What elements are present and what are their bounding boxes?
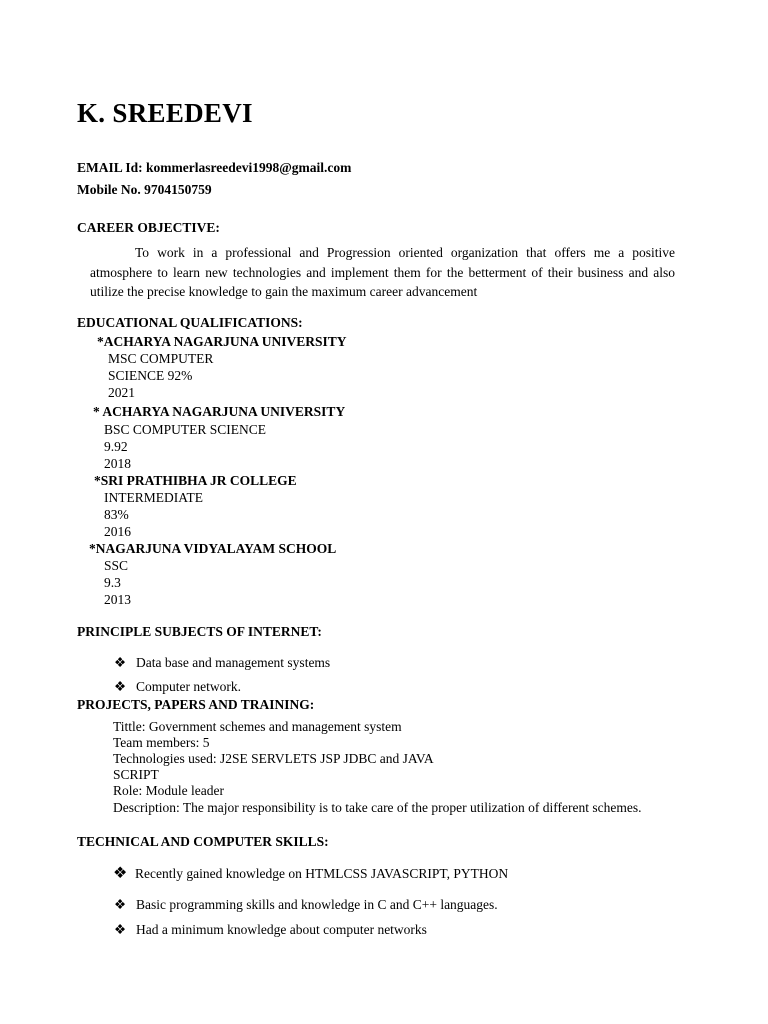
list-item-text: Computer network. bbox=[136, 679, 241, 694]
project-detail: Tittle: Government schemes and management system bbox=[113, 719, 402, 734]
education-institution: *ACHARYA NAGARJUNA UNIVERSITY bbox=[97, 334, 347, 349]
education-year: 2013 bbox=[104, 592, 131, 607]
education-detail: BSC COMPUTER SCIENCE bbox=[104, 422, 267, 437]
diamond-bullet-icon: ❖ bbox=[114, 679, 127, 694]
diamond-bullet-icon: ❖ bbox=[114, 655, 127, 670]
diamond-bullet-icon: ❖ bbox=[114, 922, 127, 937]
education-institution: * ACHARYA NAGARJUNA UNIVERSITY bbox=[93, 404, 346, 419]
education-heading: EDUCATIONAL QUALIFICATIONS: bbox=[77, 315, 303, 330]
diamond-bullet-icon: ❖ bbox=[114, 897, 127, 912]
candidate-name: K. SREEDEVI bbox=[77, 98, 253, 128]
education-detail: SSC bbox=[104, 558, 129, 573]
career-objective-body: To work in a professional and Progression oriented organization that offers me a positive atmosphere to learn new technologies and implement them for the betterment of their business and also utilize the precise knowledge to gain the maximum career advancement bbox=[90, 245, 675, 299]
career-objective-heading: CAREER OBJECTIVE: bbox=[77, 220, 220, 235]
education-detail: 83% bbox=[104, 507, 129, 522]
email-line: EMAIL Id: kommerlasreedevi1998@gmail.com bbox=[77, 160, 352, 175]
education-detail: INTERMEDIATE bbox=[104, 490, 203, 505]
education-institution: *SRI PRATHIBHA JR COLLEGE bbox=[94, 473, 297, 488]
education-detail: 9.92 bbox=[104, 439, 128, 454]
education-year: 2021 bbox=[108, 385, 135, 400]
education-institution: *NAGARJUNA VIDYALAYAM SCHOOL bbox=[89, 541, 337, 556]
education-year: 2018 bbox=[104, 456, 131, 471]
list-item-text: Basic programming skills and knowledge in C and C++ languages. bbox=[136, 897, 498, 912]
career-objective-text bbox=[90, 243, 675, 302]
education-detail: SCIENCE 92% bbox=[108, 368, 193, 383]
education-detail: MSC COMPUTER bbox=[108, 351, 214, 366]
project-detail: Technologies used: J2SE SERVLETS JSP JDBC and JAVA bbox=[113, 751, 434, 766]
project-detail: SCRIPT bbox=[113, 767, 159, 782]
list-item bbox=[113, 863, 508, 883]
diamond-bullet-icon: ❖ bbox=[113, 865, 128, 882]
list-item-text: Recently gained knowledge on HTMLCSS JAVASCRIPT, PYTHON bbox=[135, 866, 509, 881]
list-item-text: Data base and management systems bbox=[136, 655, 331, 670]
education-year: 2016 bbox=[104, 524, 131, 539]
list-item bbox=[114, 655, 330, 671]
project-detail: Role: Module leader bbox=[113, 783, 224, 798]
subjects-heading: PRINCIPLE SUBJECTS OF INTERNET: bbox=[77, 624, 322, 639]
list-item bbox=[114, 922, 427, 938]
education-detail: 9.3 bbox=[104, 575, 121, 590]
project-detail: Description: The major responsibility is to take care of the proper utilization of different schemes. bbox=[113, 800, 642, 815]
list-item-text: Had a minimum knowledge about computer networks bbox=[136, 922, 427, 937]
project-detail: Team members: 5 bbox=[113, 735, 210, 750]
list-item bbox=[114, 897, 498, 913]
skills-heading: TECHNICAL AND COMPUTER SKILLS: bbox=[77, 834, 329, 849]
list-item bbox=[114, 679, 241, 695]
mobile-line: Mobile No. 9704150759 bbox=[77, 182, 212, 197]
projects-heading: PROJECTS, PAPERS AND TRAINING: bbox=[77, 697, 315, 712]
